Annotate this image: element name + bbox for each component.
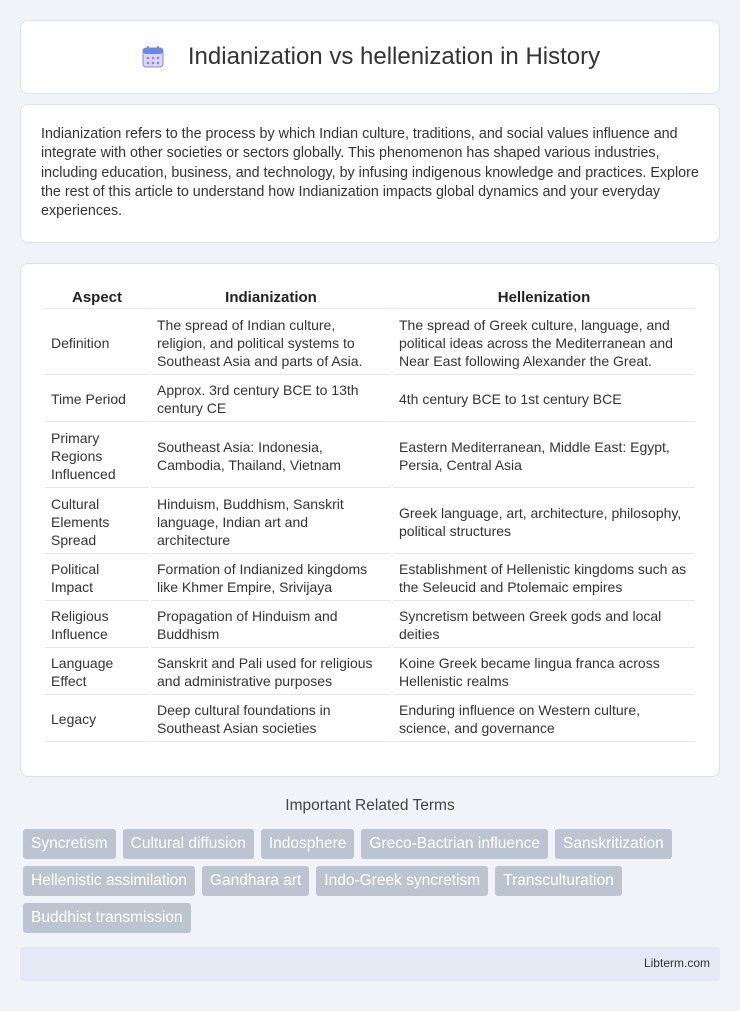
related-term-tag[interactable]: Indosphere: [261, 829, 355, 859]
table-row: [45, 311, 695, 375]
indianization-cell: Propagation of Hinduism and Buddhism: [151, 603, 391, 648]
hellenization-cell: Syncretism between Greek gods and local deities: [393, 603, 695, 648]
aspect-cell: Definition: [45, 311, 149, 375]
comparison-card: [20, 263, 720, 777]
table-row: [45, 650, 695, 695]
aspect-cell: Language Effect: [45, 650, 149, 695]
table-header-row: [45, 286, 695, 309]
related-term-tag[interactable]: Syncretism: [23, 829, 116, 859]
aspect-cell: Religious Influence: [45, 603, 149, 648]
related-term-tag[interactable]: Transculturation: [495, 866, 622, 896]
related-term-tag[interactable]: Hellenistic assimilation: [23, 866, 195, 896]
related-term-tag[interactable]: Greco-Bactrian influence: [361, 829, 548, 859]
calendar-icon: [140, 44, 166, 70]
table-row: [45, 697, 695, 742]
hellenization-cell: Greek language, art, architecture, philosophy, political structures: [393, 490, 695, 554]
indianization-cell: The spread of Indian culture, religion, and political systems to Southeast Asia and parts of Asia.: [151, 311, 391, 375]
aspect-cell: Legacy: [45, 697, 149, 742]
hellenization-cell: 4th century BCE to 1st century BCE: [393, 377, 695, 422]
table-row: [45, 603, 695, 648]
aspect-cell: Cultural Elements Spread: [45, 490, 149, 554]
indianization-cell: Formation of Indianized kingdoms like Khmer Empire, Srivijaya: [151, 556, 391, 601]
hellenization-cell: Koine Greek became lingua franca across Hellenistic realms: [393, 650, 695, 695]
hellenization-cell: The spread of Greek culture, language, and political ideas across the Mediterranean and Near East following Alexander the Great.: [393, 311, 695, 375]
table-row: [45, 490, 695, 554]
related-terms-title: Important Related Terms: [285, 797, 455, 814]
intro-card: [20, 104, 720, 243]
related-term-tag[interactable]: Indo-Greek syncretism: [316, 866, 488, 896]
related-term-tag[interactable]: Sanskritization: [555, 829, 672, 859]
header-hellenization: Hellenization: [393, 286, 695, 309]
indianization-cell: Southeast Asia: Indonesia, Cambodia, Thailand, Vietnam: [151, 424, 391, 488]
indianization-cell: Approx. 3rd century BCE to 13th century CE: [151, 377, 391, 422]
header-indianization: Indianization: [151, 286, 391, 309]
indianization-cell: Hinduism, Buddhism, Sanskrit language, Indian art and architecture: [151, 490, 391, 554]
table-row: [45, 556, 695, 601]
table-row: [45, 377, 695, 422]
related-term-tag[interactable]: Buddhist transmission: [23, 903, 191, 933]
intro-paragraph: Indianization refers to the process by which Indian culture, traditions, and social values influence and integrate with other societies or sectors globally. This phenomenon has shaped various industries, including education, business, and technology, by infusing indigenous knowledge and practices. Explore the rest of this article to understand how Indianization impacts global dynamics and your everyday experiences.: [41, 126, 699, 220]
title-card: [20, 20, 720, 94]
aspect-cell: Political Impact: [45, 556, 149, 601]
related-term-tag[interactable]: Gandhara art: [202, 866, 309, 896]
comparison-table: [43, 284, 697, 744]
related-terms-list: [23, 829, 713, 933]
footer-site-link[interactable]: Libterm.com: [643, 956, 710, 970]
hellenization-cell: Enduring influence on Western culture, science, and governance: [393, 697, 695, 742]
indianization-cell: Deep cultural foundations in Southeast Asian societies: [151, 697, 391, 742]
table-row: [45, 424, 695, 488]
header-aspect: Aspect: [45, 286, 149, 309]
page-title: Indianization vs hellenization in History: [187, 43, 601, 70]
aspect-cell: Time Period: [45, 377, 149, 422]
indianization-cell: Sanskrit and Pali used for religious and administrative purposes: [151, 650, 391, 695]
hellenization-cell: Eastern Mediterranean, Middle East: Egypt, Persia, Central Asia: [393, 424, 695, 488]
related-term-tag[interactable]: Cultural diffusion: [123, 829, 254, 859]
aspect-cell: Primary Regions Influenced: [45, 424, 149, 488]
hellenization-cell: Establishment of Hellenistic kingdoms such as the Seleucid and Ptolemaic empires: [393, 556, 695, 601]
footer: [20, 947, 720, 981]
